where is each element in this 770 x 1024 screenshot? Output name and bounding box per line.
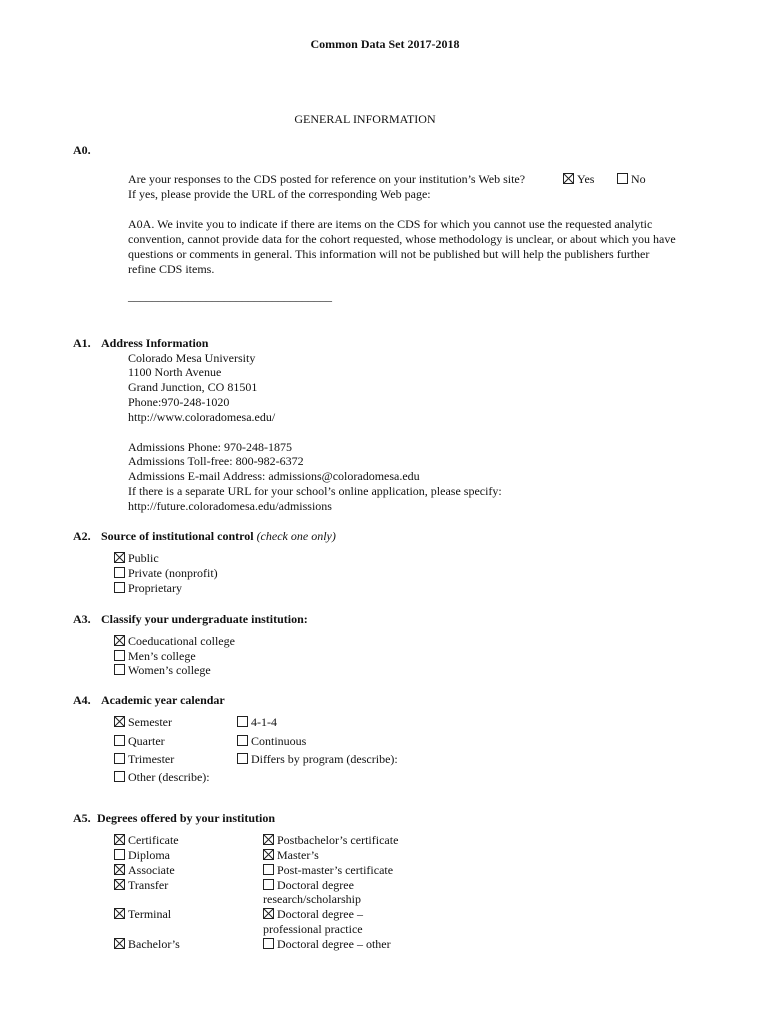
a5-option-postmasters[interactable] [263, 863, 393, 878]
option-label: Diploma [128, 848, 170, 862]
a0-yes-option[interactable] [563, 172, 594, 187]
a2-note: (check one only) [256, 529, 336, 543]
a5-option-postbachelors[interactable] [263, 833, 398, 848]
admissions-line: Admissions Phone: 970-248-1875 [128, 440, 293, 454]
a5-label: A5. [73, 811, 91, 825]
a5-option-doctoral-research[interactable] [263, 878, 354, 893]
option-label: Continuous [251, 734, 307, 748]
address-line: Colorado Mesa University [128, 351, 256, 365]
option-label: Differs by program (describe): [251, 752, 398, 766]
a5-option-doctoral-professional[interactable] [263, 907, 363, 922]
checkbox[interactable] [263, 864, 274, 875]
a0a-line: convention, cannot provide data for the cohort requested, whose methodology is unclear, or about which you have [128, 232, 676, 246]
a1-title: Address Information [101, 336, 209, 350]
checkbox[interactable] [114, 908, 125, 919]
admissions-line: Admissions Toll-free: 800-982-6372 [128, 454, 304, 468]
option-label: Semester [128, 715, 172, 729]
option-label: Quarter [128, 734, 165, 748]
address-line: http://www.coloradomesa.edu/ [128, 410, 276, 424]
option-label: Associate [128, 863, 175, 877]
checkbox[interactable] [114, 635, 125, 646]
a0-label: A0. [73, 143, 91, 157]
a4-option-414[interactable] [237, 715, 277, 730]
checkbox[interactable] [114, 834, 125, 845]
admissions-line: http://future.coloradomesa.edu/admissions [128, 499, 332, 513]
checkbox[interactable] [114, 879, 125, 890]
checkbox[interactable] [114, 864, 125, 875]
a4-option-trimester[interactable] [114, 752, 174, 767]
a5-option-doctoral-other[interactable] [263, 937, 391, 952]
checkbox[interactable] [114, 567, 125, 578]
a3-label: A3. [73, 612, 91, 626]
option-label: Proprietary [128, 581, 182, 595]
option-label: Public [128, 551, 159, 565]
a5-option-bachelors[interactable] [114, 937, 180, 952]
option-label: Doctoral degree – other [277, 937, 391, 951]
a5-option-masters[interactable] [263, 848, 319, 863]
option-label: Doctoral degree – [277, 907, 363, 921]
a0-no-label: No [631, 172, 646, 186]
option-label: Master’s [277, 848, 319, 862]
a5-option-diploma[interactable] [114, 848, 170, 863]
checkbox[interactable] [114, 753, 125, 764]
document-title: Common Data Set 2017-2018 [310, 37, 460, 51]
section-title: GENERAL INFORMATION [294, 112, 436, 126]
a0-no-checkbox[interactable] [617, 173, 628, 184]
option-label: Terminal [128, 907, 172, 921]
admissions-line: If there is a separate URL for your school’s online application, please specify: [128, 484, 502, 498]
option-label: Postbachelor’s certificate [277, 833, 399, 847]
address-line: Grand Junction, CO 81501 [128, 380, 258, 394]
option-label: Women’s college [128, 663, 211, 677]
a4-option-quarter[interactable] [114, 734, 165, 749]
a4-option-other[interactable] [114, 770, 210, 785]
a4-option-continuous[interactable] [237, 734, 306, 749]
option-label: Other (describe): [128, 770, 210, 784]
a3-title: Classify your undergraduate institution: [101, 612, 308, 626]
checkbox[interactable] [114, 716, 125, 727]
address-line: 1100 North Avenue [128, 365, 222, 379]
address-line: Phone:970-248-1020 [128, 395, 230, 409]
a0-yes-label: Yes [577, 172, 595, 186]
checkbox[interactable] [114, 938, 125, 949]
admissions-line: Admissions E-mail Address: admissions@coloradomesa.edu [128, 469, 420, 483]
checkbox[interactable] [114, 552, 125, 563]
checkbox[interactable] [114, 650, 125, 661]
a3-option-coed[interactable] [114, 634, 235, 649]
checkbox[interactable] [263, 834, 274, 845]
option-label: Bachelor’s [128, 937, 180, 951]
a4-option-differs[interactable] [237, 752, 398, 767]
a2-label: A2. [73, 529, 91, 543]
a0a-blank-line: __________________________________ [128, 289, 332, 303]
option-label: Transfer [128, 878, 169, 892]
checkbox[interactable] [237, 735, 248, 746]
a2-option-private[interactable] [114, 566, 218, 581]
checkbox[interactable] [237, 716, 248, 727]
a5-option-terminal[interactable] [114, 907, 171, 922]
option-label-continuation: research/scholarship [263, 892, 361, 906]
a5-option-transfer[interactable] [114, 878, 168, 893]
a4-title: Academic year calendar [101, 693, 225, 707]
a4-label: A4. [73, 693, 91, 707]
a5-option-associate[interactable] [114, 863, 175, 878]
checkbox[interactable] [114, 735, 125, 746]
a0-yes-checkbox[interactable] [563, 173, 574, 184]
option-label: Coeducational college [128, 634, 235, 648]
a0-question: Are your responses to the CDS posted for reference on your institution’s Web site? [128, 172, 526, 186]
a2-option-proprietary[interactable] [114, 581, 182, 596]
checkbox[interactable] [114, 849, 125, 860]
a3-option-mens[interactable] [114, 649, 196, 664]
a2-title: Source of institutional control [101, 529, 254, 543]
option-label: 4-1-4 [251, 715, 277, 729]
a0-no-option[interactable] [617, 172, 646, 187]
a2-title-row [101, 529, 336, 544]
option-label-continuation: professional practice [263, 922, 363, 936]
option-label: Certificate [128, 833, 179, 847]
option-label: Private (nonprofit) [128, 566, 218, 580]
checkbox[interactable] [114, 771, 125, 782]
a3-option-womens[interactable] [114, 663, 211, 678]
checkbox[interactable] [263, 879, 274, 890]
a4-option-semester[interactable] [114, 715, 172, 730]
checkbox[interactable] [237, 753, 248, 764]
option-label: Trimester [128, 752, 175, 766]
a0-url-prompt: If yes, please provide the URL of the corresponding Web page: [128, 187, 431, 201]
a5-title: Degrees offered by your institution [97, 811, 275, 825]
option-label: Post-master’s certificate [277, 863, 394, 877]
a0a-line: questions or comments in general. This information will not be published but will help the publishers further [128, 247, 650, 261]
checkbox[interactable] [263, 849, 274, 860]
option-label: Doctoral degree [277, 878, 354, 892]
checkbox[interactable] [263, 908, 274, 919]
checkbox[interactable] [114, 582, 125, 593]
a0a-line: refine CDS items. [128, 262, 215, 276]
a1-label: A1. [73, 336, 91, 350]
checkbox[interactable] [114, 664, 125, 675]
option-label: Men’s college [128, 649, 196, 663]
a2-option-public[interactable] [114, 551, 159, 566]
a5-option-certificate[interactable] [114, 833, 179, 848]
a0a-line: A0A. We invite you to indicate if there are items on the CDS for which you cannot use the requested analytic [128, 217, 653, 231]
checkbox[interactable] [263, 938, 274, 949]
